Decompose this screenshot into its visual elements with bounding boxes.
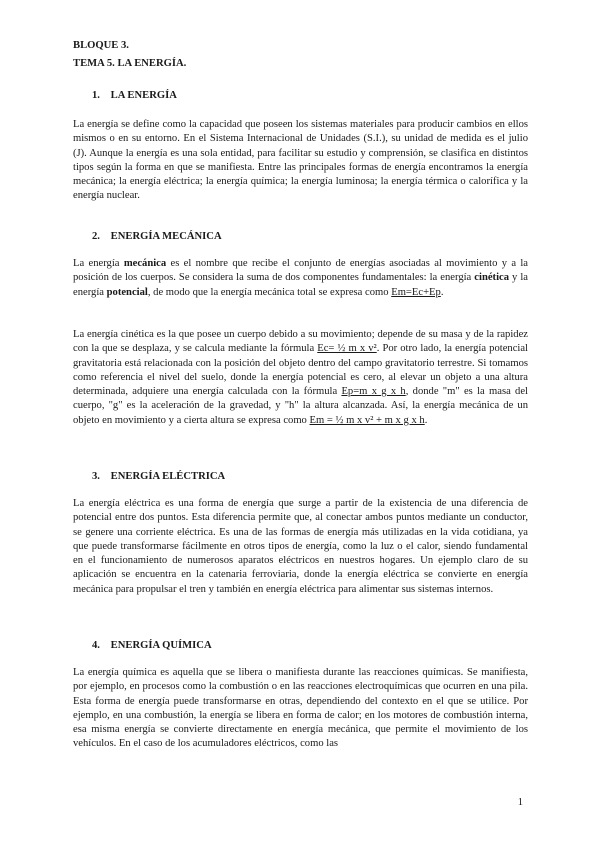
section-heading-3 bbox=[92, 470, 225, 484]
paragraph-energia: La energía se define como la capacidad que poseen los sistemas materiales para producir cambios en ellos mismos o en su entorno. En el Sistema Internacional de Unidades (S.I.), su unidad de medida es el julio (J). Aunque la energía es una sola entidad, para facilitar su estudio y comprensión, se clasifica en distintos tipos según la forma en que se manifiesta. Entre las principales formas de energía encontramos la energía mecánica; la energía eléctrica; la energía química; la energía luminosa; la energía térmica o calorífica y la energía nuclear. bbox=[73, 119, 528, 202]
section-number: 1. bbox=[92, 90, 100, 101]
bold-term-potencial: potencial bbox=[106, 286, 148, 298]
section-title: ENERGÍA MECÁNICA bbox=[110, 231, 222, 242]
section-heading-4 bbox=[92, 639, 212, 653]
text-run: , de modo que la energía mecánica total se expresa como bbox=[147, 286, 392, 298]
text-run: . Por otro lado, la energía potencial gravitatoria está relacionada con la posición del objeto dentro del campo gravitatorio terrestre. Si tomamos como referencia el nivel del suelo, donde la energía potencial es cero, al elevar un objeto a una altura determinada, adquiere una energía calculada con la fórmula bbox=[73, 343, 528, 398]
paragraph-mecanica bbox=[73, 257, 528, 300]
document-header bbox=[73, 37, 186, 73]
paragraph-electrica: La energía eléctrica es una forma de energía que surge a partir de la existencia de una diferencia de potencial entre dos puntos. Esta diferencia permite que, al conectar ambos puntos mediante un conductor, se genere una corriente eléctrica. Es una de las formas de energía más utilizadas en la vida cotidiana, ya que puede transformarse fácilmente en otros tipos de energía, como la luz o el calor, siendo fundamental en el funcionamiento de numerosos aparatos eléctricos en nuestros hogares. Un ejemplo claro de su aplicación se encuentra en la catenaria ferroviaria, donde la energía eléctrica se convierte en energía mecánica para propulsar el tren y también en energía eléctrica para alimentar sus sistemas internos. bbox=[73, 498, 528, 595]
text-run: , donde "m" es la masa del cuerpo, "g" es la aceleración de la gravedad, y "h" la altura alcanzada. Así, la energía mecánica de un objeto en movimiento y a cierta altura se expresa como bbox=[73, 386, 528, 426]
block-label: BLOQUE 3. bbox=[73, 40, 129, 51]
formula-ec: Ec= ½ m x v² bbox=[317, 343, 377, 355]
text-run: La energía cinética es la que posee un cuerpo debido a su movimiento; depende de su masa y de la rapidez con la que se desplaza, y se calcula mediante la fórmula bbox=[73, 329, 528, 355]
text-run: . bbox=[440, 286, 444, 298]
section-number: 3. bbox=[92, 471, 100, 482]
section-title: LA ENERGÍA bbox=[110, 90, 177, 101]
bold-term-cinetica: cinética bbox=[474, 272, 510, 284]
formula-em: Em=Ec+Ep bbox=[391, 286, 441, 298]
text-run: es el nombre que recibe el conjunto de energías asociadas al movimiento y a la posición de los cuerpos. Se considera la suma de dos componentes fundamentales: la energía bbox=[73, 258, 528, 284]
section-title: ENERGÍA QUÍMICA bbox=[110, 640, 212, 651]
paragraph-quimica: La energía química es aquella que se libera o manifiesta durante las reacciones químicas. Se manifiesta, por ejemplo, en procesos como la combustión o en las reacciones electroquímicas que ocurren en una pila. Esta forma de energía puede transformarse en otras, dependiendo del contexto en el que se utilice. Por ejemplo, en una combustión, la energía se libera en forma de calor; en los motores de combustión interna, esa misma energía se convierte directamente en energía mecánica, que permite el movimiento de los vehículos. En el caso de los acumuladores eléctricos, como las bbox=[73, 667, 528, 750]
topic-title: TEMA 5. LA ENERGÍA. bbox=[73, 58, 187, 69]
text-run: y la energía bbox=[73, 272, 528, 298]
section-heading-1 bbox=[92, 89, 177, 103]
formula-em-total: Em = ½ m x v² + m x g x h bbox=[309, 414, 425, 426]
bold-term-mecanica: mecánica bbox=[123, 258, 167, 269]
section-title: ENERGÍA ELÉCTRICA bbox=[110, 471, 226, 482]
formula-ep: Ep=m x g x h bbox=[341, 386, 406, 398]
paragraph-cinetica bbox=[73, 328, 528, 428]
section-heading-2 bbox=[92, 230, 222, 244]
text-run: La energía bbox=[73, 258, 124, 269]
text-run: . bbox=[424, 414, 428, 426]
section-number: 2. bbox=[92, 231, 100, 242]
section-number: 4. bbox=[92, 640, 100, 651]
page-number: 1 bbox=[517, 797, 523, 808]
